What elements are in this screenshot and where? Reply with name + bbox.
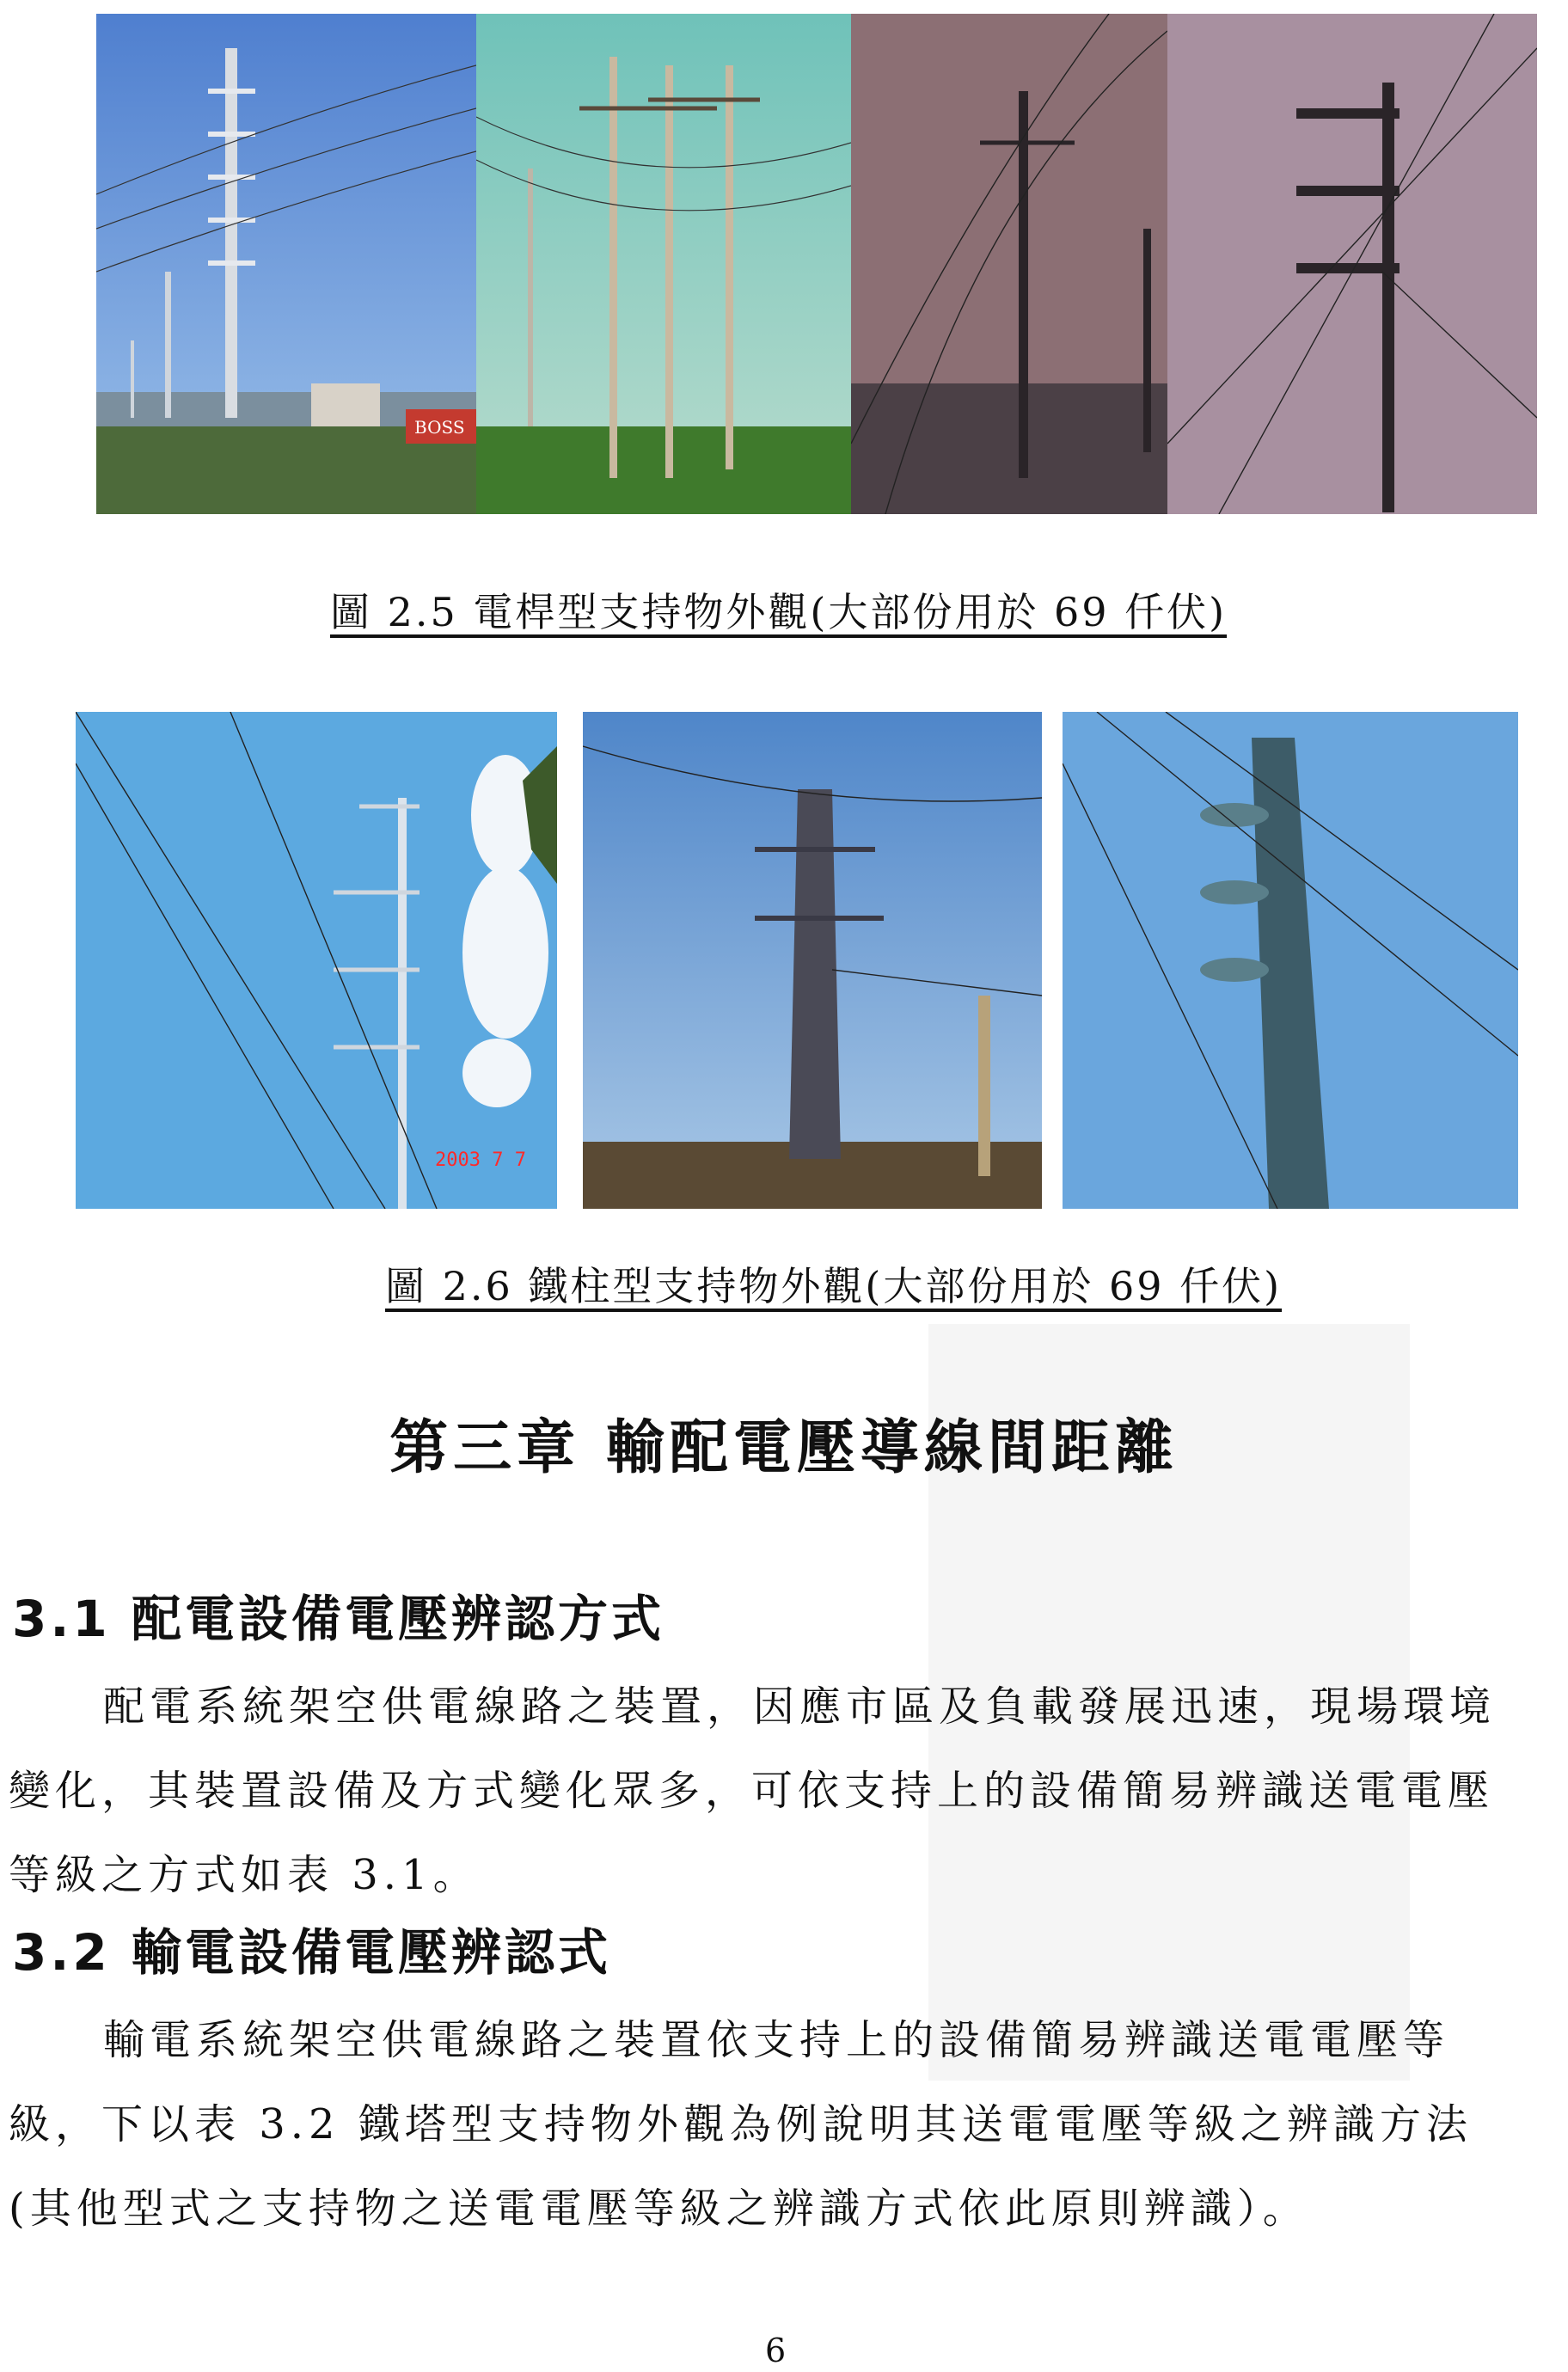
figure-caption-2-6: 圖 2.6 鐵柱型支持物外觀(大部份用於 69 仟伏) [385,1263,1283,1309]
fig26-photo-1 [76,712,557,1209]
section-3-2-line-1: 輸電系統架空供電線路之裝置依支持上的設備簡易辨識送電電壓等 [103,2016,1450,2064]
page-number: 6 [765,2332,787,2369]
photo-date-stamp: 2003 7 7 [435,1149,526,1171]
section-3-2-heading: 3.2 輸電設備電壓辨認式 [12,1923,611,1982]
section-3-2-line-2: 級，下以表 3.2 鐵塔型支持物外觀為例說明其送電電壓等級之辨識方法 [9,2100,1473,2148]
section-3-1-line-1: 配電系統架空供電線路之裝置，因應市區及負載發展迅速，現場環境 [103,1682,1497,1731]
section-3-1-line-2: 變化，其裝置設備及方式變化眾多，可依支持上的設備簡易辨識送電電壓 [9,1767,1495,1815]
fig25-photo-2 [476,14,851,514]
fig25-photo-3 [851,14,1167,514]
fig26-photo-3 [1063,712,1518,1209]
section-3-1-line-3: 等級之方式如表 3.1。 [9,1851,480,1899]
boss-sign-text: BOSS [414,417,465,438]
fig25-photo-4 [1167,14,1537,514]
figure-caption-2-5: 圖 2.5 電桿型支持物外觀(大部份用於 69 仟伏) [330,589,1228,635]
fig25-photo-1 [96,14,476,514]
fig26-photo-2 [583,712,1042,1209]
chapter-title: 第三章 輸配電壓導線間距離 [389,1414,1179,1482]
section-3-1-heading: 3.1 配電設備電壓辨認方式 [12,1590,665,1648]
section-3-2-line-3: (其他型式之支持物之送電電壓等級之辨識方式依此原則辨識）。 [9,2185,1309,2233]
